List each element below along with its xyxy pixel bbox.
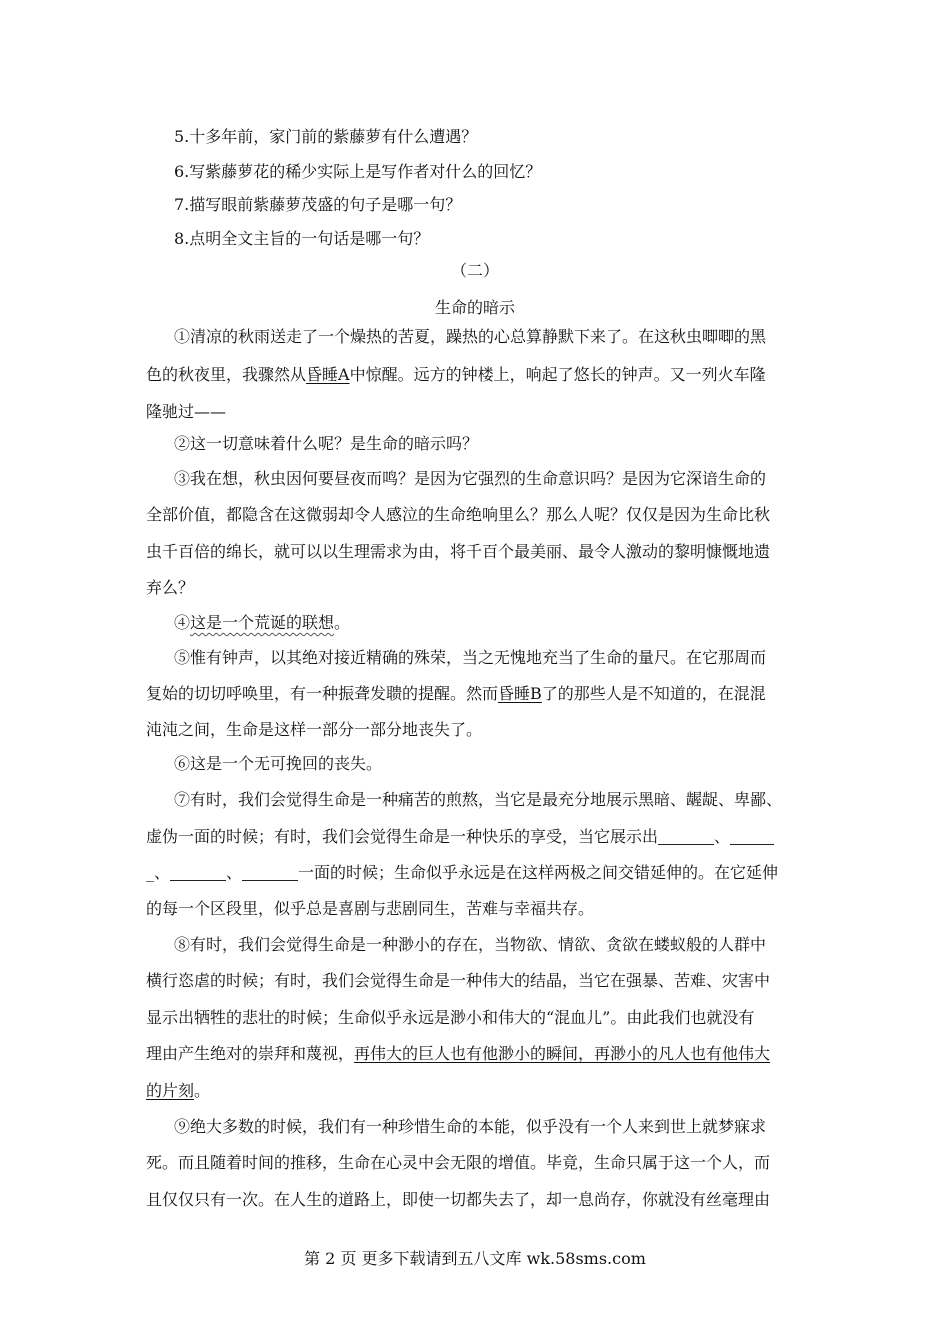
question-8: 8.点明全文主旨的一句话是哪一句？ [174, 229, 430, 248]
fill-in-blank[interactable] [730, 828, 774, 845]
paragraph-3-line-1: ③我在想，秋虫因何要昼夜而鸣？是因为它强烈的生命意识吗？是因为它深谙生命的 [174, 469, 767, 488]
question-6: 6.写紫藤萝花的稀少实际上是写作者对什么的回忆？ [174, 162, 542, 181]
paragraph-5-line-2 [146, 683, 766, 705]
paragraph-6: ⑥这是一个无可挽回的丧失。 [174, 754, 383, 773]
paragraph-3-line-4: 弃么？ [146, 578, 195, 597]
paragraph-9-line-2: 死。而且随着时间的推移，生命在心灵中会无限的增值。毕竟，生命只属于这一个人，而 [146, 1153, 771, 1172]
blank-separator: 、 [714, 827, 731, 846]
paragraph-8-line-4 [146, 1043, 770, 1065]
paragraph-7-line-1: ⑦有时，我们会觉得生命是一种痛苦的煎熬，当它是最充分地展示黑暗、龌龊、卑鄙、 [174, 790, 783, 809]
underlined-term-b: 昏睡B [498, 684, 542, 703]
paragraph-7-line-2 [146, 826, 774, 848]
paragraph-7-line-3 [146, 862, 778, 884]
wavy-underlined-sentence: 这是一个荒诞的联想 [190, 613, 335, 632]
paragraph-7-line-4: 的每一个区段里，似乎总是喜剧与悲剧同生，苦难与幸福共存。 [146, 899, 595, 918]
fill-in-blank[interactable] [170, 864, 226, 881]
paragraph-1-line-2 [146, 364, 766, 386]
underlined-sentence: 再伟大的巨人也有他渺小的瞬间，再渺小的凡人也有他伟大 [354, 1044, 771, 1063]
blank-separator: 、 [154, 863, 171, 882]
paragraph-3-line-3: 虫千百倍的绵长，就可以以生理需求为由，将千百个最美丽、最令人激动的黎明慷慨地遗 [146, 542, 771, 561]
fill-in-blank[interactable] [658, 828, 714, 845]
paragraph-3-line-2: 全部价值，都隐含在这微弱却令人感泣的生命绝响里么？那么人呢？仅仅是因为生命比秋 [146, 505, 771, 524]
paragraph-8-line-2: 横行恣虐的时候；有时，我们会觉得生命是一种伟大的结晶，当它在强暴、苦难、灾害中 [146, 971, 771, 990]
paragraph-1-line-3: 隆驰过—— [146, 402, 227, 421]
paragraph-8-line-1: ⑧有时，我们会觉得生命是一种渺小的存在，当物欲、情欲、贪欲在蝼蚁般的人群中 [174, 935, 767, 954]
paragraph-9-line-3: 且仅仅只有一次。在人生的道路上，即使一切都失去了，却一息尚存，你就没有丝毫理由 [146, 1190, 771, 1209]
paragraph-5-text-a: 复始的切切呼唤里，有一种振聋发聩的提醒。然而 [146, 684, 499, 703]
fill-in-blank[interactable] [242, 864, 298, 881]
paragraph-4-suffix: 。 [334, 613, 351, 632]
paragraph-1-line-1: ①清凉的秋雨送走了一个燥热的苦夏，躁热的心总算静默下来了。在这秋虫唧唧的黑 [174, 327, 767, 346]
underlined-term-a: 昏睡A [306, 365, 350, 384]
paragraph-5-line-1: ⑤惟有钟声，以其绝对接近精确的殊荣，当之无愧地充当了生命的量尺。在它那周而 [174, 648, 767, 667]
question-5: 5.十多年前，家门前的紫藤萝有什么遭遇？ [174, 127, 478, 146]
paragraph-8-line-5 [146, 1080, 210, 1102]
paragraph-1-text-b: 中惊醒。远方的钟楼上，响起了悠长的钟声。又一列火车隆 [349, 365, 766, 384]
article-title: 生命的暗示 [434, 298, 515, 317]
paragraph-9-line-1: ⑨绝大多数的时候，我们有一种珍惜生命的本能，似乎没有一个人来到世上就梦寐求 [174, 1117, 767, 1136]
paragraph-4-prefix: ④ [174, 613, 191, 632]
paragraph-2: ②这一切意味着什么呢？是生命的暗示吗？ [174, 434, 479, 453]
paragraph-5-text-b: 了的那些人是不知道的，在混混 [541, 684, 766, 703]
paragraph-7-text: 一面的时候；生命似乎永远是在这样两极之间交错延伸的。在它延伸 [298, 863, 779, 882]
question-7: 7.描写眼前紫藤萝茂盛的句子是哪一句？ [174, 195, 462, 214]
blank-separator: 、 [226, 863, 243, 882]
paragraph-7-text: 虚伪一面的时候；有时，我们会觉得生命是一种快乐的享受，当它展示出 [146, 827, 659, 846]
page-footer: 第 2 页 更多下载请到五八文库 wk.58sms.com [304, 1249, 646, 1268]
underlined-sentence-end: 的片刻 [146, 1081, 195, 1100]
paragraph-8-end: 。 [194, 1081, 211, 1100]
paragraph-8-text: 理由产生绝对的崇拜和蔑视， [146, 1044, 355, 1063]
blank-continuation: _ [146, 863, 154, 882]
paragraph-1-text-a: 色的秋夜里，我骤然从 [146, 365, 307, 384]
paragraph-8-line-3: 显示出牺牲的悲壮的时候；生命似乎永远是渺小和伟大的“混血儿”。由此我们也就没有 [146, 1008, 755, 1027]
section-number: （二） [450, 261, 499, 280]
paragraph-5-line-3: 沌沌之间，生命是这样一部分一部分地丧失了。 [146, 720, 483, 739]
paragraph-4 [174, 612, 350, 634]
